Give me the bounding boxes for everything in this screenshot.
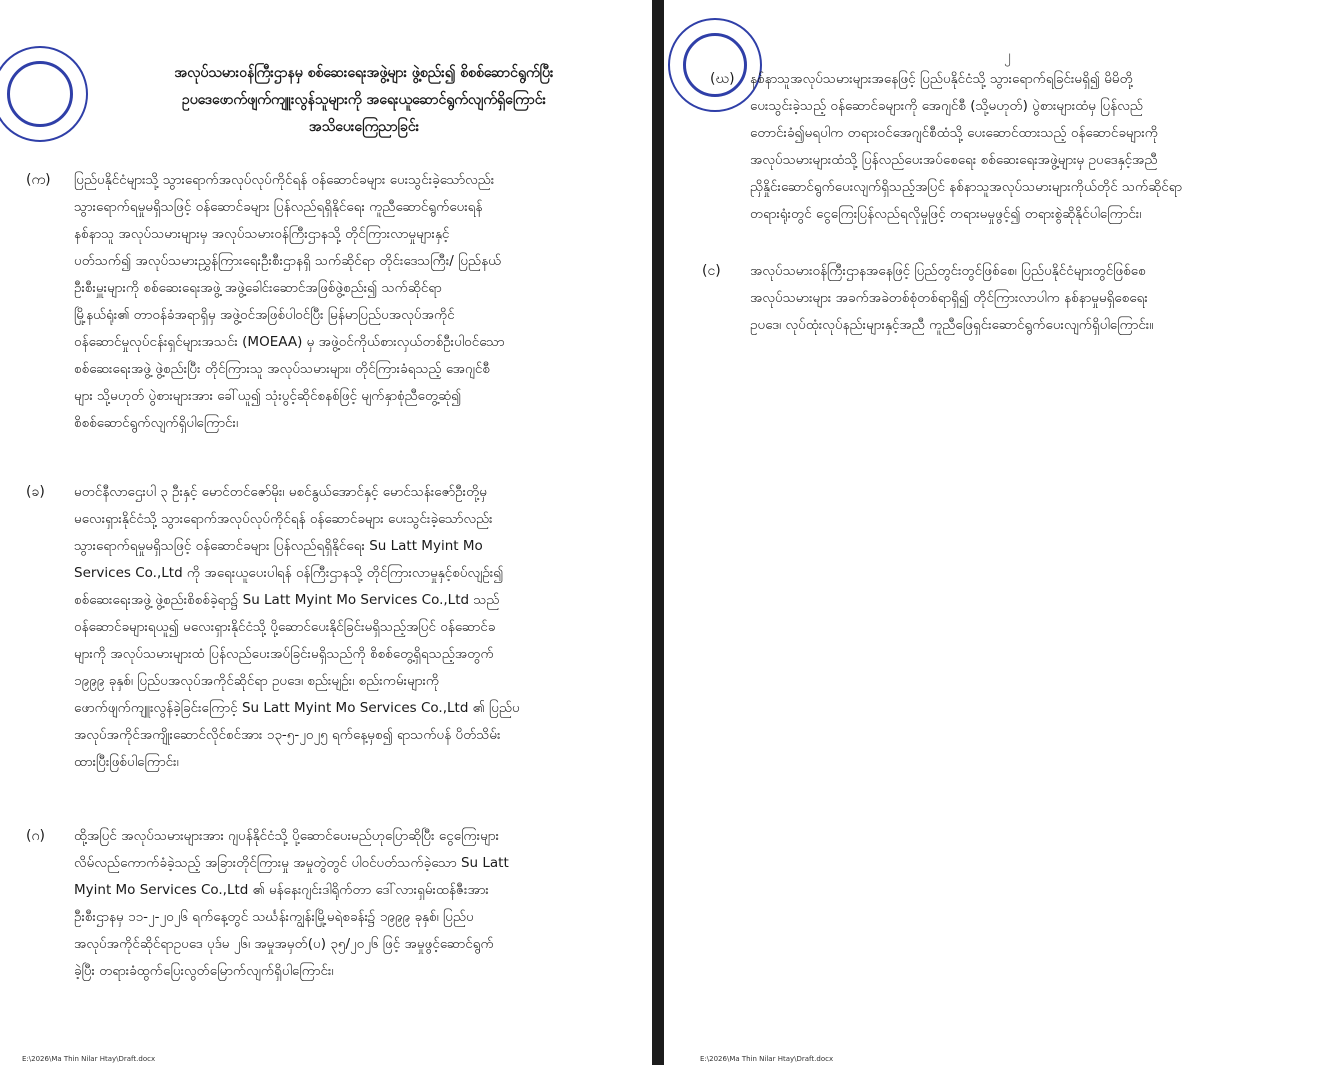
text-line: အလုပ်အကိုင်အကျိုးဆောင်လိုင်စင်အား ၁၃-၅-၂၀၂၅ ရက်နေ့မှစ၍ ရာသက်ပန် ပိတ်သိမ်း	[74, 727, 501, 743]
official-seal-stamp	[0, 46, 88, 142]
text-line: စစ်ဆေးရေးအဖွဲ့ ဖွဲ့စည်းပြီး တိုင်ကြားသူ အလုပ်သမားများ၊ တိုင်ကြားခံရသည့် အေဂျင်စီ	[74, 361, 490, 377]
text-line: ဝန်ဆောင်ခများရယူ၍ မလေးရှားနိုင်ငံသို့ ပို့ဆောင်ပေးနိုင်ခြင်းမရှိသည့်အပြင် ဝန်ဆောင်ခ	[74, 619, 496, 635]
paragraph-body	[74, 823, 648, 985]
file-path-footer: E:\2026\Ma Thin Nilar Htay\Draft.docx	[700, 1055, 834, 1063]
text-line: ညှိနှိုင်းဆောင်ရွက်ပေးလျက်ရှိသည့်အပြင် နစ်နာသူအလုပ်သမားများကိုယ်တိုင် သက်ဆိုင်ရာ	[750, 179, 1183, 195]
text-line: သွားရောက်ရမှုမရှိသဖြင့် ဝန်ဆောင်ခများ ပြန်လည်ရရှိနိုင်ရေး Su Latt Myint Mo	[74, 538, 483, 554]
text-line: အလုပ်သမားများ အခက်အခဲတစ်စုံတစ်ရာရှိ၍ တိုင်ကြားလာပါက နစ်နာမှုမရှိစေရေး	[750, 290, 1148, 306]
text-line: ပြည်ပနိုင်ငံများသို့ သွားရောက်အလုပ်လုပ်ကိုင်ရန် ဝန်ဆောင်ခများ ပေးသွင်းခဲ့သော်လည်း	[74, 172, 495, 188]
paragraph-body	[750, 66, 1310, 228]
document-page-1	[0, 0, 652, 1065]
text-line: နစ်နာသူအလုပ်သမားများအနေဖြင့် ပြည်ပနိုင်ငံသို့ သွားရောက်ရခြင်းမရှိ၍ မိမိတို့	[750, 71, 1133, 87]
paragraph-ga	[26, 823, 648, 1003]
paragraph-number: (ဂ)	[26, 828, 45, 844]
text-line: အလုပ်အကိုင်ဆိုင်ရာဥပဒေ ပုဒ်မ ၂၆၊ အမှုအမှတ်(ပ) ၃၅/၂၀၂၆ ဖြင့် အမှုဖွင့်ဆောင်ရွက်	[74, 936, 494, 952]
text-line: မလေးရှားနိုင်ငံသို့ သွားရောက်အလုပ်လုပ်ကိုင်ရန် ဝန်ဆောင်ခများ ပေးသွင်းခဲ့သော်လည်း	[74, 511, 493, 527]
paragraph-number: (ဃ)	[710, 71, 735, 87]
text-line: ဝန်ဆောင်မှုလုပ်ငန်းရှင်များအသင်း (MOEAA) မှ အဖွဲ့ဝင်ကိုယ်စားလှယ်တစ်ဦးပါဝင်သော	[74, 334, 505, 350]
text-line: ခဲ့ပြီး တရားခံထွက်ပြေးလွတ်မြောက်လျက်ရှိပါကြောင်း၊	[74, 963, 334, 979]
text-line: ပတ်သက်၍ အလုပ်သမားညွှန်ကြားရေးဦးစီးဌာနရှိ သက်ဆိုင်ရာ တိုင်းဒေသကြီး/ ပြည်နယ်	[74, 253, 502, 269]
paragraph-ka	[26, 167, 648, 467]
text-line: Myint Mo Services Co.,Ltd ၏ မန်နေးဂျင်းဒါရိုက်တာ ဒေါ်လားရှမ်းထန်ဇီးအား	[74, 882, 489, 898]
paragraph-number: (ခ)	[26, 484, 45, 500]
text-line: ၁၉၉၉ ခုနှစ်၊ ပြည်ပအလုပ်အကိုင်ဆိုင်ရာ ဥပဒေ၊ စည်းမျဉ်း၊ စည်းကမ်းများကို	[74, 673, 440, 689]
text-line: ထို့အပြင် အလုပ်သမားများအား ဂျပန်နိုင်ငံသို့ ပို့ဆောင်ပေးမည်ဟုပြောဆိုပြီး ငွေကြေးများ	[74, 828, 500, 844]
paragraph-number: (င)	[702, 263, 721, 279]
paragraph-body	[74, 167, 648, 437]
text-line: လိမ်လည်ကောက်ခံခဲ့သည့် အခြားတိုင်ကြားမှု အမှုတွဲတွင် ပါဝင်ပတ်သက်ခဲ့သော Su Latt	[74, 855, 509, 871]
paragraph-kha	[26, 479, 648, 809]
text-line: စိစစ်ဆောင်ရွက်လျက်ရှိပါကြောင်း၊	[74, 415, 239, 431]
text-line: မြို့နယ်ရုံး၏ တာဝန်ခံအရာရှိမှ အဖွဲ့ဝင်အဖြစ်ပါဝင်ပြီး မြန်မာပြည်ပအလုပ်အကိုင်	[74, 307, 455, 323]
paragraph-body	[750, 258, 1310, 339]
paragraph-number: (က)	[26, 172, 51, 188]
seal-inner-ring	[7, 61, 73, 127]
announcement-title	[84, 60, 644, 141]
text-line: ဖောက်ဖျက်ကျူးလွန်ခဲ့ခြင်းကြောင့် Su Latt Myint Mo Services Co.,Ltd ၏ ပြည်ပ	[74, 700, 520, 716]
text-line: အလုပ်သမားများထံသို့ ပြန်လည်ပေးအပ်စေရေး စစ်ဆေးရေးအဖွဲ့များမှ ဥပဒေနှင့်အညီ	[750, 152, 1158, 168]
paragraph-nga	[702, 258, 1310, 354]
text-line: ထားပြီးဖြစ်ပါကြောင်း၊	[74, 754, 179, 770]
text-line: Services Co.,Ltd ကို အရေးယူပေးပါရန် ဝန်ကြီးဌာနသို့ တိုင်ကြားလာမှုနှင့်စပ်လျဉ်း၍	[74, 565, 504, 581]
paragraph-gha	[702, 66, 1310, 256]
text-line: တောင်းခံ၍မရပါက တရားဝင်အေဂျင်စီထံသို့ ပေးဆောင်ထားသည့် ဝန်ဆောင်ခများကို	[750, 125, 1158, 141]
text-line: ဦးစီးမှူးများကို စစ်ဆေးရေးအဖွဲ့ အဖွဲ့ခေါင်းဆောင်အဖြစ်ဖွဲ့စည်း၍ သက်ဆိုင်ရာ	[74, 280, 442, 296]
text-line: ဦးစီးဌာနမှ ၁၁-၂-၂၀၂၆ ရက်နေ့တွင် သင်္ဃန်းကျွန်းမြို့မရဲစခန်း၌ ၁၉၉၉ ခုနှစ်၊ ပြည်ပ	[74, 909, 474, 925]
text-line: ပေးသွင်းခဲ့သည့် ဝန်ဆောင်ခများကို အေဂျင်စီ (သို့မဟုတ်) ပွဲစားများထံမှ ပြန်လည်	[750, 98, 1143, 114]
text-line: များ သို့မဟုတ် ပွဲစားများအား ခေါ်ယူ၍ သုံးပွင့်ဆိုင်စနစ်ဖြင့် မျက်နှာစုံညီတွေ့ဆုံ၍	[74, 388, 462, 404]
text-line: အလုပ်သမားဝန်ကြီးဌာနအနေဖြင့် ပြည်တွင်းတွင်ဖြစ်စေ၊ ပြည်ပနိုင်ငံများတွင်ဖြစ်စေ	[750, 263, 1146, 279]
page-number: ၂	[1004, 48, 1011, 64]
text-line: များကို အလုပ်သမားများထံ ပြန်လည်ပေးအပ်ခြင်းမရှိသည်ကို စိစစ်တွေ့ရှိရသည့်အတွက်	[74, 646, 494, 662]
text-line: ဥပဒေ၊ လုပ်ထုံးလုပ်နည်းများနှင့်အညီ ကူညီဖြေရှင်းဆောင်ရွက်ပေးလျက်ရှိပါကြောင်း။	[750, 317, 1154, 333]
title-line: အသိပေးကြေညာခြင်း	[308, 119, 420, 135]
document-page-2	[664, 0, 1320, 1065]
text-line: သွားရောက်ရမှုမရှိသဖြင့် ဝန်ဆောင်ခများ ပြန်လည်ရရှိနိုင်ရေး ကူညီဆောင်ရွက်ပေးရန်	[74, 199, 483, 215]
paragraph-body	[74, 479, 648, 776]
text-line: စစ်ဆေးရေးအဖွဲ့ ဖွဲ့စည်းစိစစ်ခဲ့ရာ၌ Su Latt Myint Mo Services Co.,Ltd သည်	[74, 592, 500, 608]
title-line: အလုပ်သမားဝန်ကြီးဌာနမှ စစ်ဆေးရေးအဖွဲ့များ ဖွဲ့စည်း၍ စိစစ်ဆောင်ရွက်ပြီး	[174, 65, 554, 81]
text-line: နစ်နာသူ အလုပ်သမားများမှ အလုပ်သမားဝန်ကြီးဌာနသို့ တိုင်ကြားလာမှုများနှင့်	[74, 226, 450, 242]
file-path-footer: E:\2026\Ma Thin Nilar Htay\Draft.docx	[22, 1055, 156, 1063]
text-line: မတင်နီလာဌေးပါ ၃ ဦးနှင့် မောင်တင်ဇော်မိုး၊ မစင်နွယ်အောင်နှင့် မောင်သန်းဇော်ဦးတို့မှ	[74, 484, 487, 500]
text-line: တရားရုံးတွင် ငွေကြေးပြန်လည်ရလိုမှုဖြင့် တရားမမှုဖွင့်၍ တရားစွဲဆိုနိုင်ပါကြောင်း၊	[750, 206, 1142, 222]
title-line: ဥပဒေဖောက်ဖျက်ကျူးလွန်သူများကို အရေးယူဆောင်ရွက်လျက်ရှိကြောင်း	[181, 92, 547, 108]
